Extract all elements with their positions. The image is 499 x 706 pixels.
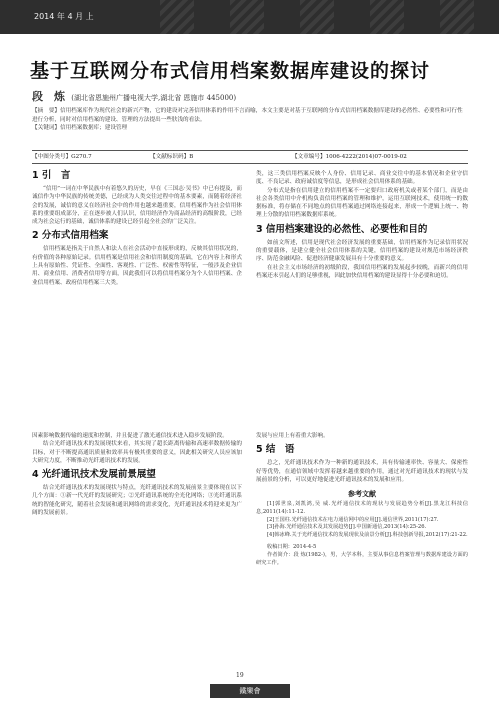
author-affiliation: (湖北省恩施州广播电视大学,湖北省 恩施市 445000) bbox=[71, 94, 237, 102]
reference-item: [4]韩冰峰.关于光纤通信技术的发展现状及前景分析[J].科技创新导报,2012(17):21-22. bbox=[267, 531, 468, 538]
section-heading: 5 结 语 bbox=[256, 444, 295, 456]
paragraph: 总之，光纤通讯技术作为一种新的通讯技术，具有传输速率快、容量大、保密性好等优势，在通信领域中发挥着越来越重要的作用，通过对光纤通讯技术的现状与发展前景的分析，可以更好地促进光纤通讯技术的发展和应用。 bbox=[256, 460, 468, 483]
journal-logo: 鐵樂會 bbox=[210, 684, 290, 698]
left-column-bottom bbox=[32, 432, 242, 517]
clc-code: 【中图分类号】G270.7 bbox=[32, 154, 92, 160]
author-bio: 作者简介：段 炼(1982-)，男，大学本科，主要从事信息档案管理与数据库建设方面的研究工作。 bbox=[256, 552, 468, 566]
right-column-top bbox=[256, 170, 468, 280]
reference-item: [3]孙海.光纤通信技术及其发展趋势[J].中国新通信,2013(14):25-26. bbox=[267, 524, 427, 531]
paragraph: 类，这三类信用档案反映个人身份、信用记录、商业交往中的基本情况和企业守信度、不良记录、政府诚信度等信息，是形成社会信用体系的基础。 bbox=[256, 171, 468, 186]
header-bar bbox=[0, 0, 499, 34]
paragraph: 分布式是指在信用建立的信用档案不一定要归口政府机关或者某个部门，而是由社会各类信用中介机构负责信用档案的管理和维护，运用互联网技术，使用统一的数据标准，将存储在不同地点的信用档案通过网络连接起来，形成一个逻辑上统一、物理上分散的信用档案数据库系统。 bbox=[256, 187, 468, 219]
paragraph: 结合光纤通讯技术的发展现状来看，其实现了超长距离传输和高速率数据传输的目标，对于不断提高通讯质量和效率具有极其重要的意义，因此相关研究人员应该加大研究力度，不断推动光纤通讯技术的发展。 bbox=[32, 441, 242, 464]
author-name: 段 炼 bbox=[32, 90, 65, 103]
document-code: 【文献标识码】B bbox=[150, 154, 194, 160]
section-heading: 4 光纤通讯技术发展前景展望 bbox=[32, 469, 156, 481]
reference-item: [1]郭世泉,刘凯鸿,吴 威.光纤通信技术的现状与发展趋势分析[J].黑龙江科技信息,2011(14):11-12. bbox=[256, 501, 468, 516]
section-heading: 3 信用档案建设的必然性、必要性和目的 bbox=[256, 223, 428, 235]
classification-line bbox=[32, 150, 468, 164]
article-title: 基于互联网分布式信用档案数据库建设的探讨 bbox=[30, 60, 431, 82]
paragraph: 结合光纤通讯技术的发展现状与特点，光纤通讯技术的发展前景主要体现在以下几个方面：①新一代光纤的发展研究；②光纤通讯系统的全光化网络；③光纤通讯系统的智能化研究，随着社会发展和通讯网络的需求变化，光纤通讯技术将迎来更为广阔的发展前景。 bbox=[32, 485, 242, 517]
left-column-top bbox=[32, 166, 242, 287]
paragraph: 信用档案是指关于自然人和法人在社会活动中直接形成的，反映其信用状况的，有价值的各种原始记录。信用档案是信用社会和信用制度的基础，它在内容上和形式上具有原始性、凭证性、全面性、客观性、广泛性、权密性等特征，一般涉及企业信用、商业信用、消费者信用等方面，因此我们可以将信用档案分为个人信用档案、企业信用档案、政府信用档案三大类。 bbox=[32, 246, 242, 286]
header-stripe bbox=[160, 0, 194, 34]
right-column-bottom bbox=[256, 432, 468, 567]
article-number: 【文章编号】1006-4222(2014)07-0019-02 bbox=[292, 154, 407, 160]
paragraph: 因素影响数据传输的速度和控制，并且促进了激光通信技术进入稳步发展阶段。 bbox=[32, 433, 228, 439]
section-heading: 1 引 言 bbox=[32, 170, 71, 181]
author-line bbox=[32, 88, 482, 104]
abstract bbox=[32, 107, 468, 133]
reference-item: [2]王国柱.光纤通信技术在电力通信网中的应用[J].通信世界,2011(17):27. bbox=[267, 516, 439, 523]
header-stripe bbox=[230, 0, 264, 34]
header-stripe bbox=[300, 0, 334, 34]
keywords: 【关键词】信用档案数据库；建设管理 bbox=[32, 125, 128, 132]
paragraph: 发展与应用上有着重大影响。 bbox=[256, 433, 329, 439]
header-stripe bbox=[370, 0, 404, 34]
paragraph: 在社会主义市场经济的初级阶段，我国信用档案的发展起步较晚，而新兴的信用档案还未引起人们的足够重视，因此加快信用档案的建设显得十分必要和迫切。 bbox=[256, 264, 468, 279]
paragraph: 如前文所述，信用是现代社会经济发展的重要基础，信用档案作为记录信用状况的重要载体，是建立健全社会信用体系的关键，信用档案的建设对规范市场经济秩序、防范金融风险、促进经济健康发展具有十分重要的意义。 bbox=[256, 239, 468, 263]
references-title: 参考文献 bbox=[348, 490, 376, 499]
issue-date: 2014 年 4 月 上 bbox=[34, 12, 94, 21]
header-stripe bbox=[440, 0, 474, 34]
paragraph: “信用”一词在中华民族中有着悠久的历史，早在《三国志·吴书》中已有提及，而诚信作为中华民族的传统美德，已经成为人类交往过程中的基本要素，而随着经济社会的发展，诚信的意义在经济社会中的作用也越来越重要，信用档案作为社会信用体系的重要组成部分，正在逐步被人们认识，信用经济作为商品经济的高级阶段，已经成为社会运行的基础，诚信体系的建设已经引起全社会的广泛关注。 bbox=[32, 186, 242, 226]
section-heading: 2 分布式信用档案 bbox=[32, 230, 109, 242]
received-date: 收稿日期：2014-4-5 bbox=[267, 544, 317, 551]
abstract-summary: 【摘 要】信用档案库作为现代社会的新兴产物，它的建设对完善信用体系的作用不言而喻，本文主要是对基于互联网的分布式信用档案数据库建设的必然性、必要性和可行性进行分析，同时对信用档案的建设、管理的方法提出一些肤浅的看法。 bbox=[32, 108, 463, 123]
page-number: 19 bbox=[236, 672, 244, 679]
